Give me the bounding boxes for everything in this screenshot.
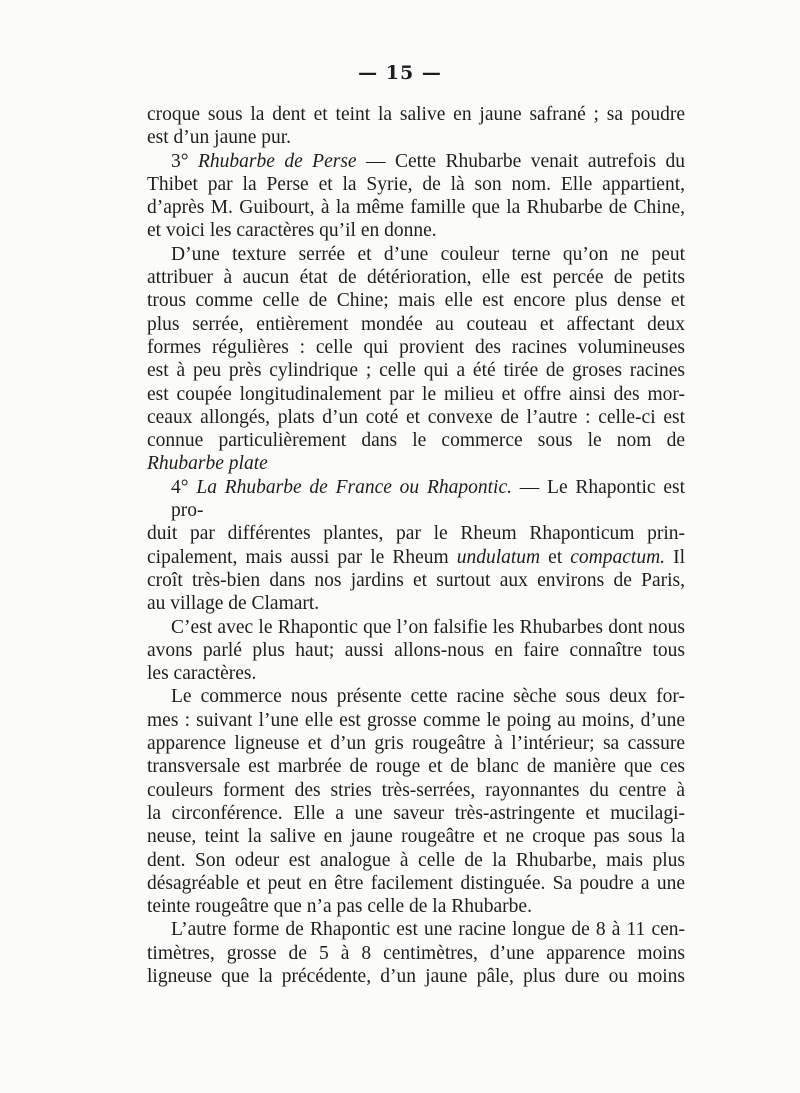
paragraph-line: les caractères.	[147, 663, 257, 685]
paragraph-line: timètres, grosse de 5 à 8 centimètres, d’une apparence moins	[147, 942, 685, 964]
paragraph-line: C’est avec le Rhapontic que l’on falsifie les Rhubarbes dont nous	[171, 616, 685, 638]
paragraph-line: trous comme celle de Chine; mais elle est encore plus dense et	[147, 290, 685, 312]
italic-term: Rhubarbe plate	[147, 453, 268, 475]
text-run: et	[540, 546, 571, 568]
paragraph-line: transversale est marbrée de rouge et de blanc de manière que ces	[147, 756, 685, 778]
section-number: 4°	[171, 476, 189, 498]
paragraph-line: Thibet par la Perse et la Syrie, de là son nom. Elle appartient,	[147, 173, 685, 195]
paragraph-line	[147, 546, 685, 569]
paragraph-line: L’autre forme de Rhapontic est une racine longue de 8 à 11 cen-	[171, 919, 685, 941]
paragraph-line: désagréable et peut en être facilement distinguée. Sa poudre a une	[147, 872, 685, 894]
section-heading-rest: — Cette Rhubarbe venait autrefois du	[356, 150, 685, 172]
paragraph-line: apparence ligneuse et d’un gris rougeâtre à l’intérieur; sa cassure	[147, 733, 685, 755]
text-run: cipalement, mais aussi par le Rheum	[147, 546, 457, 568]
paragraph-line: mes : suivant l’une elle est grosse comme le poing au moins, d’une	[147, 709, 685, 731]
paragraph-line: Le commerce nous présente cette racine sèche sous deux for-	[171, 686, 685, 708]
paragraph-line: croque sous la dent et teint la salive en jaune safrané ; sa poudre	[147, 104, 685, 125]
paragraph-line: est d’un jaune pur.	[147, 127, 292, 149]
paragraph-line: connue particulièrement dans le commerce sous le nom de	[147, 430, 685, 452]
paragraph-line: avons parlé plus haut; aussi allons-nous en faire connaître tous	[147, 639, 685, 661]
paragraph-line: D’une texture serrée et d’une couleur terne qu’on ne peut	[171, 243, 685, 265]
paragraph-line: d’après M. Guibourt, à la même famille que la Rhubarbe de Chine,	[147, 197, 685, 219]
paragraph-line: ligneuse que la précédente, d’un jaune pâle, plus dure ou moins	[147, 965, 685, 987]
paragraph-line: dent. Son odeur est analogue à celle de la Rhubarbe, mais plus	[147, 849, 685, 871]
paragraph-line: duit par différentes plantes, par le Rheum Rhaponticum prin-	[147, 523, 685, 545]
section-heading-rest: — Le Rhapontic est pro-	[171, 476, 685, 522]
paragraph-line: formes régulières : celle qui provient des racines volumineuses	[147, 336, 685, 358]
paragraph-line: croît très-bien dans nos jardins et surtout aux environs de Paris,	[147, 569, 685, 591]
paragraph-line: neuse, teint la salive en jaune rougeâtre et ne croque pas sous la	[147, 826, 685, 848]
paragraph-line: teinte rougeâtre que n’a pas celle de la Rhubarbe.	[147, 896, 532, 918]
section-title: La Rhubarbe de France ou Rhapontic.	[196, 476, 512, 498]
paragraph-line: au village de Clamart.	[147, 593, 320, 615]
paragraph-line: ceaux allongés, plats d’un coté et convexe de l’autre : celle-ci est	[147, 406, 685, 428]
section-title: Rhubarbe de Perse	[198, 150, 357, 172]
text-run: Il	[665, 546, 686, 568]
paragraph-line: et voici les caractères qu’il en donne.	[147, 220, 437, 242]
paragraph-line: est à peu près cylindrique ; celle qui a été tirée de groses racines	[147, 360, 685, 382]
italic-term: undulatum	[456, 546, 541, 568]
section-heading-line	[147, 476, 685, 523]
section-number: 3°	[171, 150, 189, 172]
section-heading-line	[147, 150, 685, 173]
italic-term: compactum.	[570, 546, 666, 568]
paragraph-line: plus serrée, entièrement mondée au couteau et affectant deux	[147, 313, 685, 335]
paragraph-line: la circonférence. Elle a une saveur très-astringente et mucilagi-	[147, 802, 685, 824]
paragraph-line	[147, 452, 685, 475]
body-text	[147, 103, 685, 988]
page-number: — 15 —	[358, 62, 442, 84]
paragraph-line: est coupée longitudinalement par le milieu et offre ainsi des mor-	[147, 383, 685, 405]
paragraph-line: attribuer à aucun état de détérioration, elle est percée de petits	[147, 267, 685, 289]
paragraph-line: couleurs forment des stries très-serrées, rayonnantes du centre à	[147, 779, 685, 801]
